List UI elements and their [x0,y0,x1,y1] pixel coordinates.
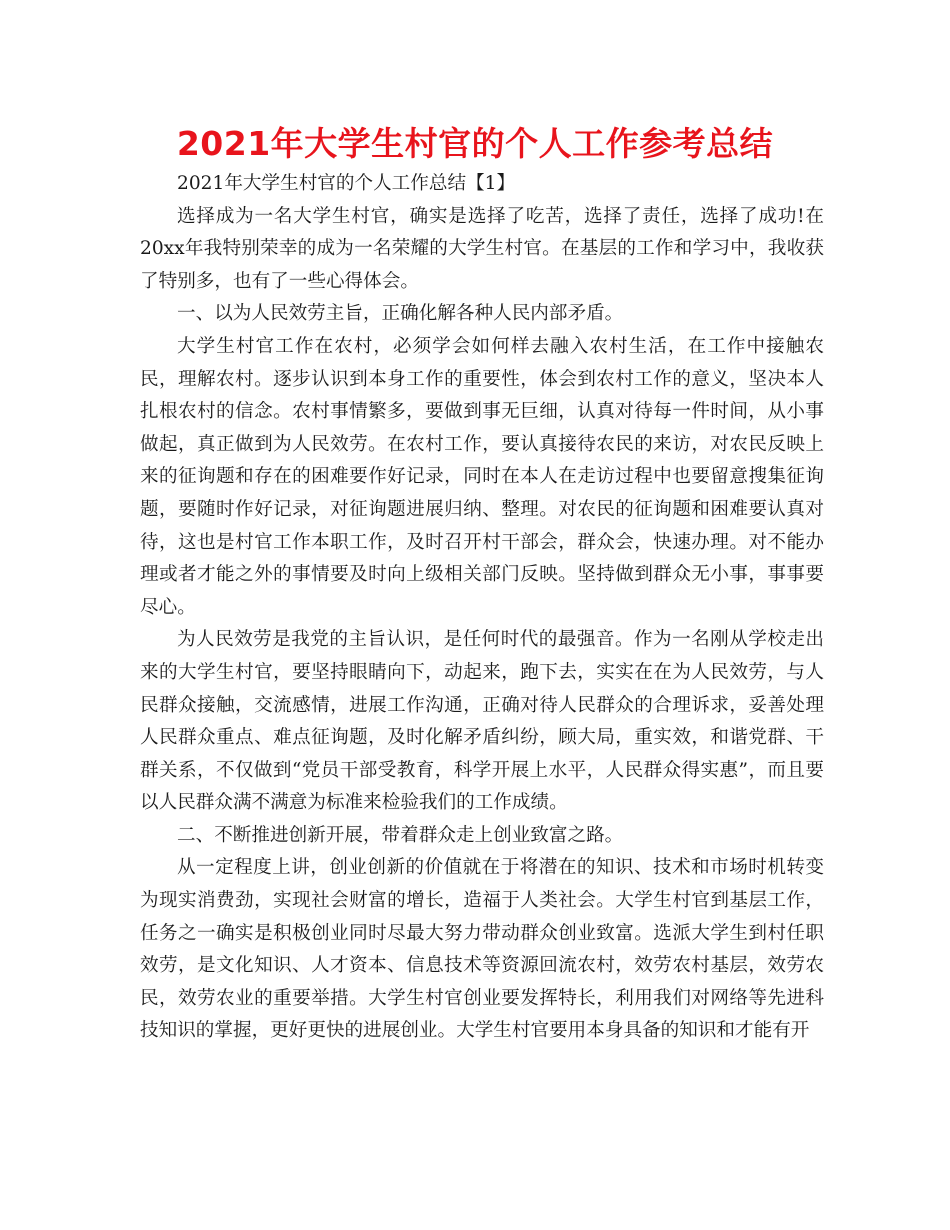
paragraph-subtitle: 2021年大学生村官的个人工作总结【1】 [177,173,516,194]
paragraph-serve-people: 为人民效劳是我党的主旨认识，是任何时代的最强音。作为一名刚从学校走出来的大学生村官，要坚持眼睛向下，动起来，跑下去，实实在在为人民效劳，与人民群众接触，交流感情，进展工作沟通，正确对待人民群众的合理诉求，妥善处理人民群众重点、难点征询题，及时化解矛盾纠纷，顾大局，重实效，和谐党群、干群关系，不仅做到“党员干部受教育，科学开展上水平，人民群众得实惠”，而且要以人民群众满不满意为标准来检验我们的工作成绩。 [140,629,824,814]
section-heading-1: 一、以为人民效劳主旨，正确化解各种人民内部矛盾。 [177,303,624,325]
document-title: 2021年大学生村官的个人工作参考总结 [176,124,774,163]
section-heading-2: 二、不断推进创新开展，带着群众走上创业致富之路。 [177,824,624,846]
paragraph-rural-work: 大学生村官工作在农村，必须学会如何样去融入农村生活，在工作中接触农民，理解农村。逐步认识到本身工作的重要性，体会到农村工作的意义，坚决本人扎根农村的信念。农村事情繁多，要做到事无巨细，认真对待每一件时间，从小事做起，真正做到为人民效劳。在农村工作，要认真接待农民的来访，对农民反映上来的征询题和存在的困难要作好记录，同时在本人在走访过程中也要留意搜集征询题，要随时作好记录，对征询题进展归纳、整理。对农民的征询题和困难要认真对待，这也是村官工作本职工作，及时召开村干部会，群众会，快速办理。对不能办理或者才能之外的事情要及时向上级相关部门反映。坚持做到群众无小事，事事要尽心。 [140,335,824,618]
paragraph-innovation: 从一定程度上讲，创业创新的价值就在于将潜在的知识、技术和市场时机转变为现实消费劲，实现社会财富的增长，造福于人类社会。大学生村官到基层工作，任务之一确实是积极创业同时尽最大努力带动群众创业致富。选派大学生到村任职效劳，是文化知识、人才资本、信息技术等资源回流农村，效劳农村基层，效劳农民，效劳农业的重要举措。大学生村官创业要发挥特长，利用我们对网络等先进科技知识的掌握，更好更快的进展创业。大学生村官要用本身具备的知识和才能有开 [140,857,824,1042]
paragraph-intro: 选择成为一名大学生村官，确实是选择了吃苦，选择了责任，选择了成功!在20xx年我特别荣幸的成为一名荣耀的大学生村官。在基层的工作和学习中，我收获了特别多，也有了一些心得体会。 [140,205,824,292]
document-body [140,168,824,1048]
